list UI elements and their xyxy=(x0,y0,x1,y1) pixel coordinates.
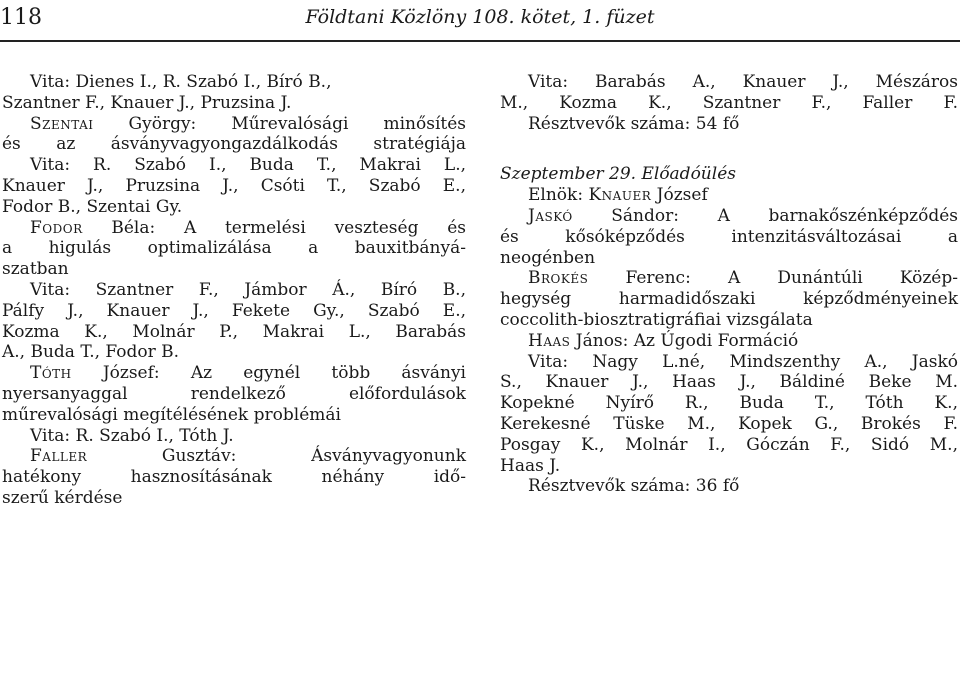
text-line: szatban xyxy=(2,259,69,280)
author-name: Haas xyxy=(528,330,571,351)
text-line: Vita: Barabás A., Knauer J., Mészáros xyxy=(528,72,958,92)
section-heading: Szeptember 29. Előadóülés xyxy=(500,164,736,185)
text-line xyxy=(2,446,466,467)
text-line: a higulás optimalizálása a bauxitbányá- xyxy=(2,238,466,259)
section-gap xyxy=(500,134,958,164)
text-line: Vita: R. Szabó I., Buda T., Makrai L., xyxy=(30,155,466,176)
text-line: Résztvevők száma: 54 fő xyxy=(528,113,740,134)
text-line: Pálfy J., Knauer J., Fekete Gy., Szabó E., xyxy=(2,300,466,321)
text-line: coccolith-biosztratigráfiai vizsgálata xyxy=(500,309,813,330)
text-line: Knauer J., Pruzsina J., Csóti T., Szabó E., xyxy=(2,175,466,196)
text-line xyxy=(500,185,958,206)
text-line: M., Kozma K., Szantner F., Faller F. xyxy=(500,92,958,113)
text-line: Szantner F., Knauer J., Pruzsina J. xyxy=(2,92,292,113)
text-span: József: Az egynél több ásványi xyxy=(71,363,466,384)
text-line: Posgay K., Molnár I., Góczán F., Sidó M., xyxy=(500,434,958,455)
text-span: Ferenc: A Dunántúli Közép- xyxy=(588,268,958,289)
text-line xyxy=(500,206,958,227)
text-span: Sándor: A barnakőszénképződés xyxy=(572,205,958,226)
text-line: és az ásványvagyongazdálkodás stratégiája xyxy=(2,134,466,155)
text-line xyxy=(2,363,466,384)
text-line: Vita: Dienes I., R. Szabó I., Bíró B., xyxy=(30,72,332,92)
left-column xyxy=(2,72,466,509)
author-name: Knauer xyxy=(588,185,652,206)
author-name: Fodor xyxy=(30,217,83,238)
author-name: Faller xyxy=(30,446,88,467)
text-line: és kősóképződés intenzitásváltozásai a xyxy=(500,226,958,247)
text-span: György: Műrevalósági minősítés xyxy=(93,113,466,134)
running-title: Földtani Közlöny 108. kötet, 1. füzet xyxy=(305,6,655,28)
text-span: Gusztáv: Ásványvagyonunk xyxy=(87,446,466,467)
text-span: József xyxy=(651,185,708,206)
page-header xyxy=(0,0,960,48)
text-line: szerű kérdése xyxy=(2,487,123,508)
text-line: S., Knauer J., Haas J., Báldiné Beke M. xyxy=(500,372,958,393)
text-line: Fodor B., Szentai Gy. xyxy=(2,196,183,217)
text-line: hatékony hasznosításának néhány idő- xyxy=(2,467,466,488)
text-line: hegység harmadidőszaki képződményeinek xyxy=(500,289,958,310)
text-line: Vita: R. Szabó I., Tóth J. xyxy=(30,425,234,446)
page-number: 118 xyxy=(0,5,42,30)
text-line: Vita: Szantner F., Jámbor Á., Bíró B., xyxy=(30,279,466,300)
author-name: Tóth xyxy=(30,363,72,384)
text-span: János: Az Úgodi Formáció xyxy=(570,330,799,351)
text-span: Elnök: xyxy=(528,185,589,206)
text-line: Résztvevők száma: 36 fő xyxy=(528,476,740,497)
text-line: Haas J. xyxy=(500,455,561,476)
text-line: neogénben xyxy=(500,247,596,268)
author-name: Brokés xyxy=(528,268,589,289)
text-line xyxy=(2,218,466,239)
text-line: A., Buda T., Fodor B. xyxy=(2,342,180,363)
text-line: nyersanyaggal rendelkező előfordulások xyxy=(2,383,466,404)
text-line: műrevalósági megítélésének problémái xyxy=(2,404,341,425)
right-column xyxy=(500,72,958,497)
text-span: Béla: A termelési veszteség és xyxy=(82,217,466,238)
text-line xyxy=(500,331,958,352)
header-rule xyxy=(0,40,960,42)
text-line xyxy=(500,268,958,289)
text-line: Vita: Nagy L.né, Mindszenthy A., Jaskó xyxy=(528,351,958,372)
text-line: Kopekné Nyírő R., Buda T., Tóth K., xyxy=(500,393,958,414)
author-name: Jaskó xyxy=(528,205,573,226)
text-line xyxy=(2,114,466,135)
author-name: Szentai xyxy=(30,113,94,134)
text-line: Kerekesné Tüske M., Kopek G., Brokés F. xyxy=(500,413,958,434)
text-line: Kozma K., Molnár P., Makrai L., Barabás xyxy=(2,321,466,342)
